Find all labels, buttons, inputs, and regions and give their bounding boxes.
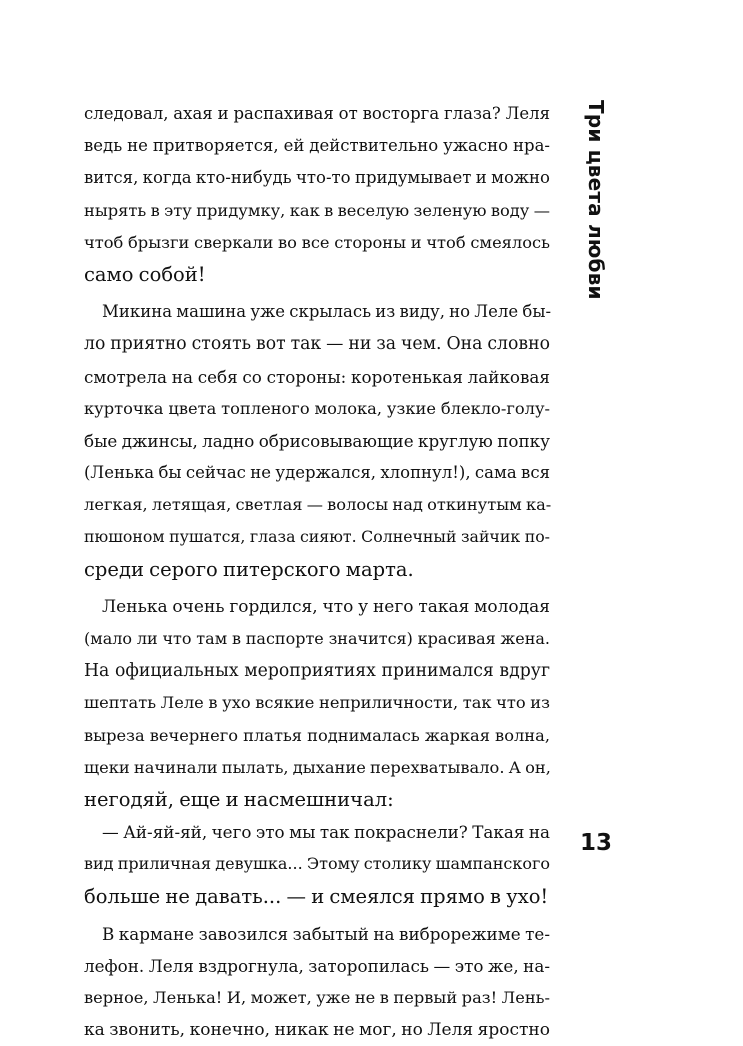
text-line: негодяй, еще и насмешничал: xyxy=(84,787,394,811)
text-line: Микина машина уже скрылась из виду, но Леле бы- xyxy=(102,302,552,322)
text-line: (мало ли что там в паспорте значится) красивая жена. xyxy=(84,629,550,648)
text-line: шептать Леле в ухо всякие неприличности, так что из xyxy=(84,693,550,713)
text-line: смотрела на себя со стороны: коротенькая лайковая xyxy=(84,366,550,387)
text-line: вид приличная девушка... Этому столику шампанского xyxy=(84,854,550,874)
text-line: нырять в эту придумку, как в веселую зеленую воду — xyxy=(84,200,550,220)
text-line: выреза вечернего платья поднималась жаркая волна, xyxy=(84,725,550,745)
text-line: легкая, летящая, светлая — волосы над откинутым ка- xyxy=(84,495,552,515)
text-line: среди серого питерского марта. xyxy=(84,557,414,581)
text-line: верное, Ленька! И, может, уже не в первый раз! Лень- xyxy=(84,988,550,1008)
text-line: ло приятно стоять вот так — ни за чем. Она словно xyxy=(84,334,550,355)
text-line: (Ленька бы сейчас не удержался, хлопнул!), сама вся xyxy=(84,463,550,483)
text-line: вится, когда кто-нибудь что-то придумывает и можно xyxy=(84,168,550,188)
text-line: больше не давать... — и смеялся прямо в ухо! xyxy=(84,884,549,908)
text-line: лефон. Леля вздрогнула, заторопилась — это же, на- xyxy=(84,955,550,976)
text-line: пюшоном пушатся, глаза сияют. Солнечный зайчик по- xyxy=(84,527,550,547)
running-title xyxy=(580,100,612,300)
running-title-text: Три цвета любви xyxy=(584,100,608,300)
text-line: Ленька очень гордился, что у него такая молодая xyxy=(102,596,550,617)
text-line: чтоб брызги сверкали во все стороны и чтоб смеялось xyxy=(84,232,550,252)
text-line: следовал, ахая и распахивая от восторга глаза? Леля xyxy=(84,104,550,123)
text-line: курточка цвета топленого молока, узкие блекло-голу- xyxy=(84,398,550,418)
text-line: само собой! xyxy=(84,262,206,286)
body-text xyxy=(84,98,550,1046)
text-line: В кармане завозился забытый на виброрежиме те- xyxy=(102,923,550,944)
page-number: 13 xyxy=(580,830,613,856)
text-line: ка звонить, конечно, никак не мог, но Леля яростно xyxy=(84,1020,550,1041)
text-line: бые джинсы, ладно обрисовывающие круглую попку xyxy=(84,430,550,451)
text-line: щеки начинали пылать, дыхание перехватывало. А он, xyxy=(84,757,551,777)
text-line: — Ай-яй-яй, чего это мы так покраснели? Такая на xyxy=(102,822,550,843)
text-line: На официальных мероприятиях принимался вдруг xyxy=(84,661,550,682)
text-line: ведь не притворяется, ей действительно ужасно нра- xyxy=(84,136,550,156)
